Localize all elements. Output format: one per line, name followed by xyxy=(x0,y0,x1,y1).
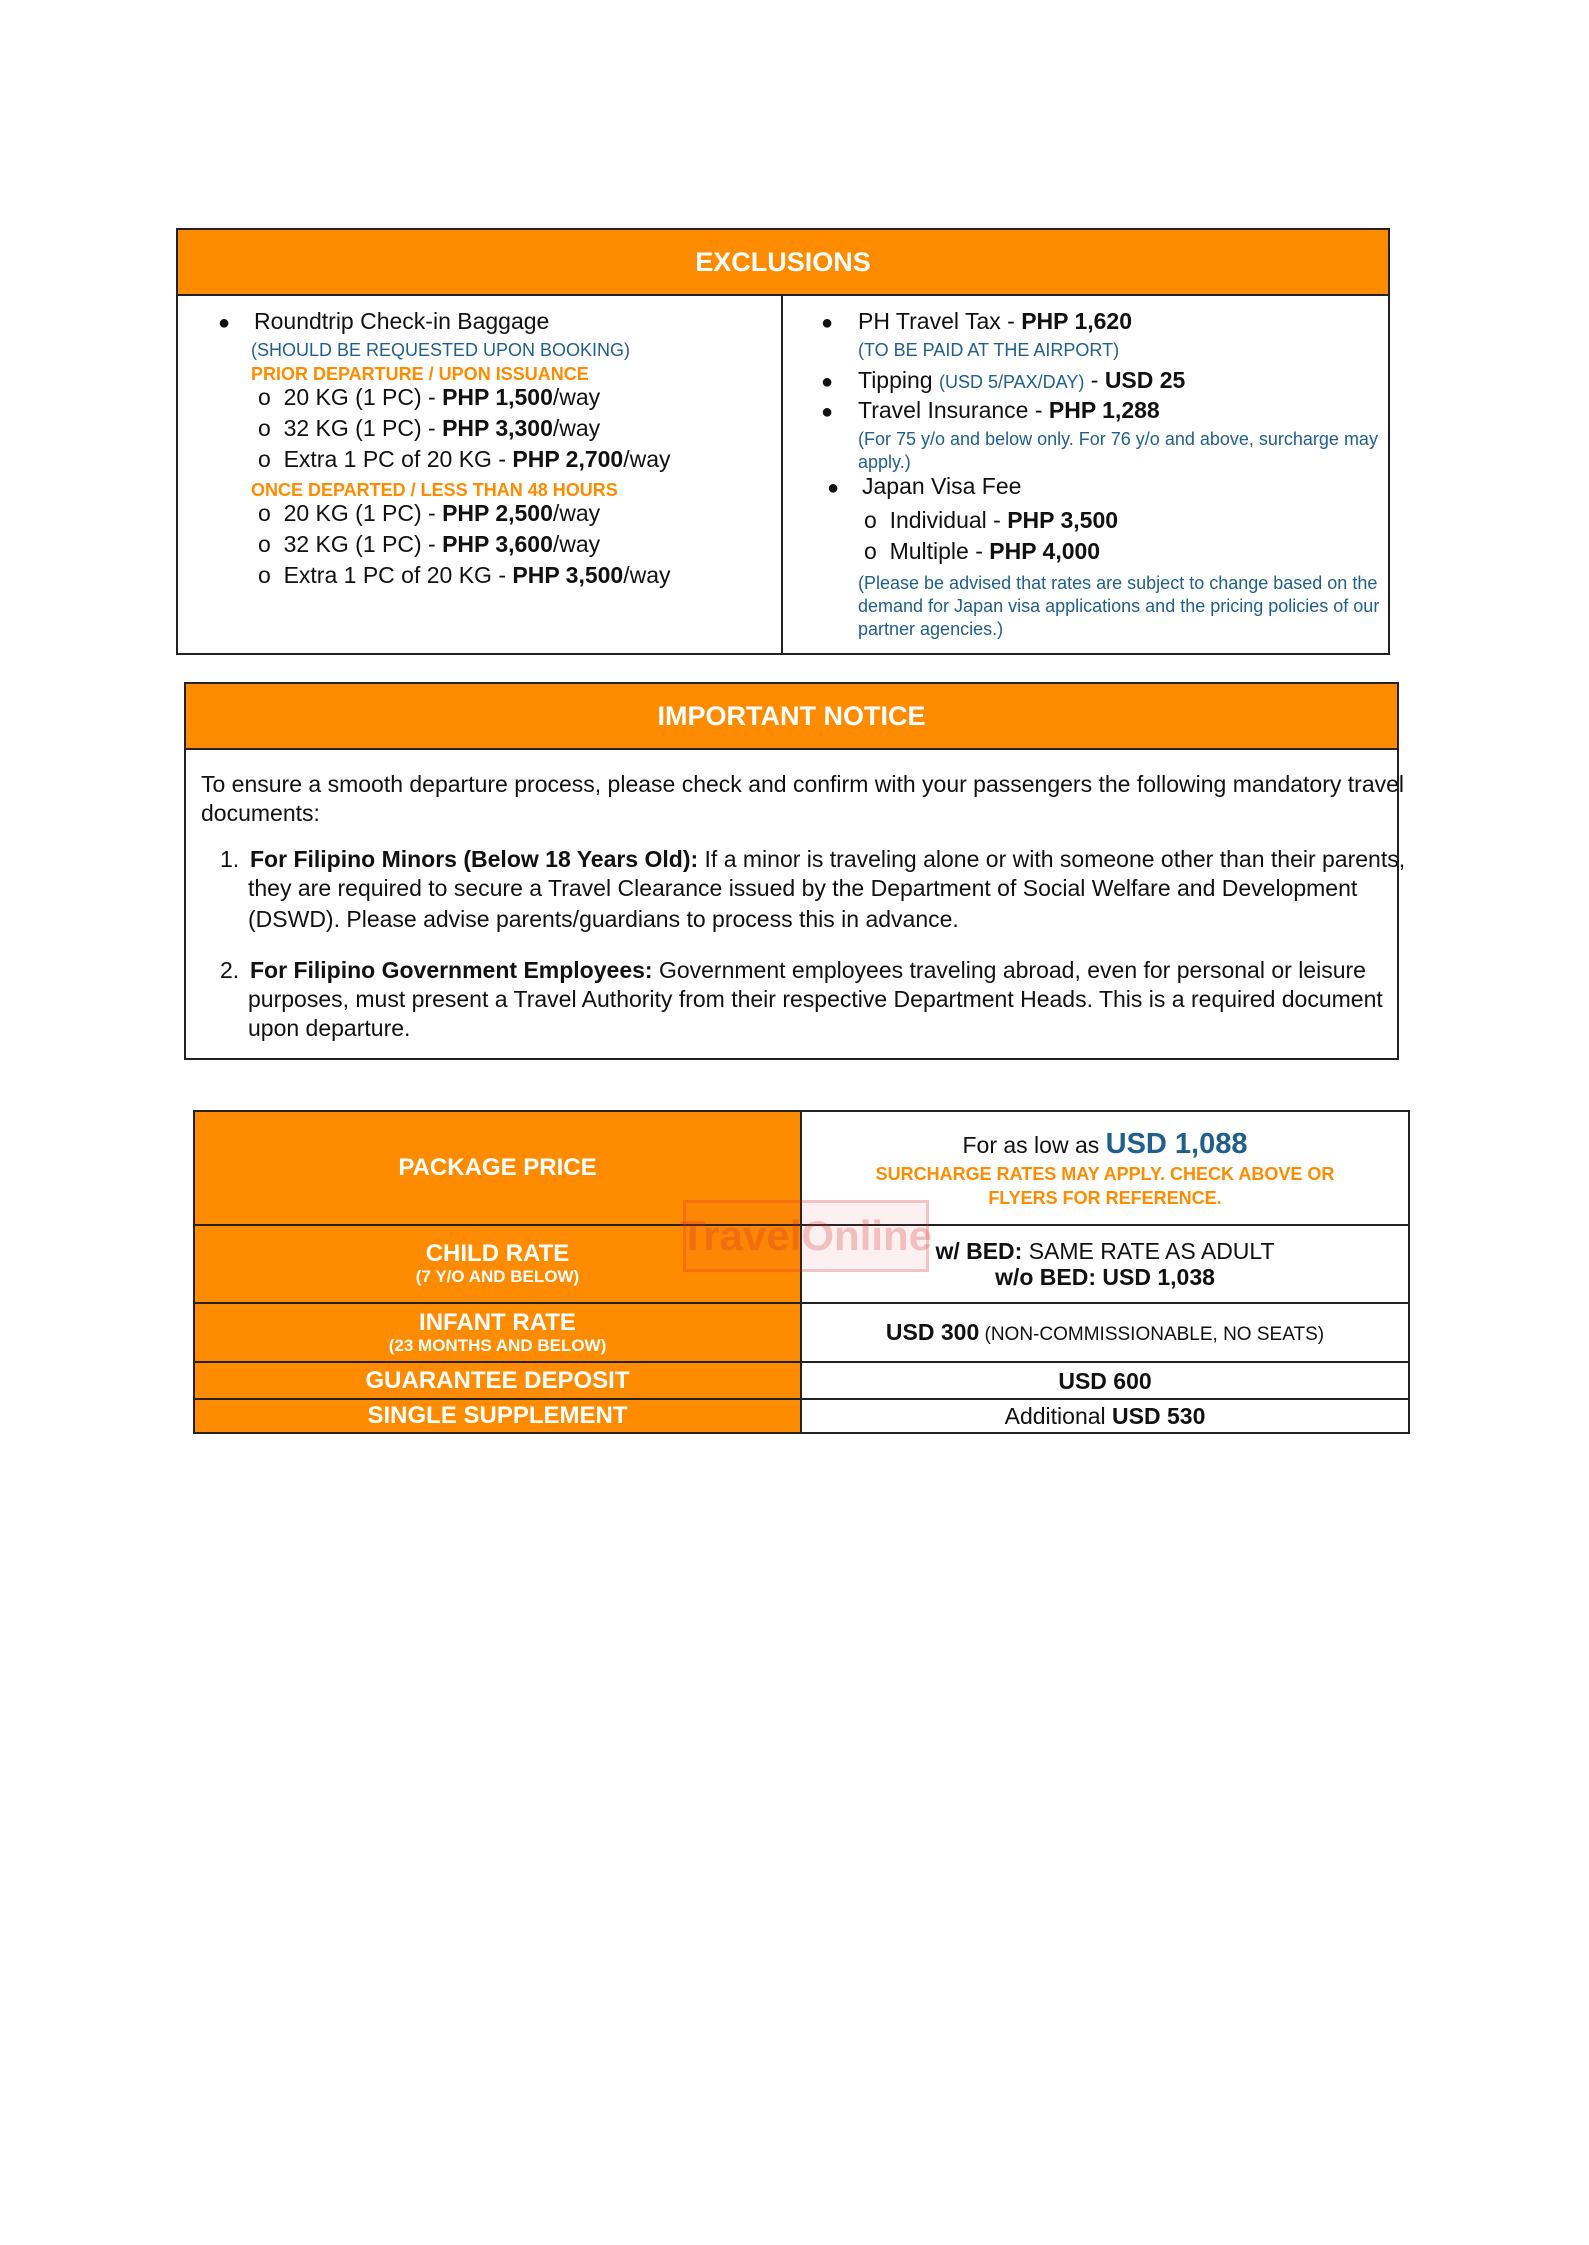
single-supplement-value-cell xyxy=(801,1399,1409,1433)
single-supplement-row xyxy=(194,1399,1409,1433)
bullet-icon: ● xyxy=(218,312,231,334)
single-supplement-label-cell xyxy=(194,1399,801,1433)
bullet-icon: ● xyxy=(821,371,834,393)
important-notice-box xyxy=(184,682,1406,1060)
notice-item-2-line-2: purposes, must present a Travel Authority from their respective Department Heads. This is a required document xyxy=(248,986,1383,1012)
surcharge-note-line-2: FLYERS FOR REFERENCE. xyxy=(988,1187,1222,1208)
guarantee-deposit-label: GUARANTEE DEPOSIT xyxy=(365,1366,630,1394)
child-with-bed: w/ BED: SAME RATE AS ADULT xyxy=(935,1238,1275,1264)
child-without-bed: w/o BED: USD 1,038 xyxy=(995,1264,1215,1290)
bullet-icon: ● xyxy=(821,401,834,423)
bullet-icon: ● xyxy=(821,312,834,334)
once-option-1: o 20 KG (1 PC) - PHP 2,500/way xyxy=(258,500,601,526)
notice-item-2-number: 2. xyxy=(220,957,240,983)
baggage-note: (SHOULD BE REQUESTED UPON BOOKING) xyxy=(251,340,631,360)
child-rate-label: CHILD RATE xyxy=(425,1240,570,1267)
notice-item-1-line-3: (DSWD). Please advise parents/guardians to process this in advance. xyxy=(248,906,959,932)
prior-heading: PRIOR DEPARTURE / UPON ISSUANCE xyxy=(251,364,589,384)
infant-rate-label: INFANT RATE xyxy=(419,1308,576,1336)
single-supplement-prefix: Additional xyxy=(1004,1403,1113,1429)
notice-item-1-line-1: For Filipino Minors (Below 18 Years Old): If a minor is traveling alone or with someone other than their parents, xyxy=(250,846,1406,872)
guarantee-deposit-label-cell xyxy=(194,1362,801,1399)
notice-item-2-line-1: For Filipino Government Employees: Government employees traveling abroad, even for personal or leisure xyxy=(250,957,1366,983)
infant-rate-sub: (23 MONTHS AND BELOW) xyxy=(388,1335,607,1355)
prior-option-3: o Extra 1 PC of 20 KG - PHP 2,700/way xyxy=(258,446,671,472)
visa-item: Japan Visa Fee xyxy=(862,473,1022,499)
visa-multiple: o Multiple - PHP 4,000 xyxy=(864,538,1101,564)
infant-rate-value-cell xyxy=(801,1303,1409,1362)
visa-note-line-2: demand for Japan visa applications and the pricing policies of our xyxy=(858,596,1380,616)
notice-intro-line-1: To ensure a smooth departure process, please check and confirm with your passengers the following mandatory travel xyxy=(201,771,1405,797)
single-supplement-value: USD 530 xyxy=(1112,1403,1206,1429)
exclusions-box xyxy=(176,228,1390,655)
notice-intro-line-2: documents: xyxy=(201,800,320,826)
infant-rate-row xyxy=(194,1303,1409,1362)
notice-title: IMPORTANT NOTICE xyxy=(186,684,1397,750)
once-heading: ONCE DEPARTED / LESS THAN 48 HOURS xyxy=(251,480,618,500)
insurance-note-line-1: (For 75 y/o and below only. For 76 y/o and above, surcharge may xyxy=(858,429,1378,449)
single-supplement-label: SINGLE SUPPLEMENT xyxy=(367,1402,628,1429)
guarantee-deposit-value-cell xyxy=(801,1362,1409,1399)
baggage-item: Roundtrip Check-in Baggage xyxy=(254,308,550,334)
once-option-2: o 32 KG (1 PC) - PHP 3,600/way xyxy=(258,531,601,557)
guarantee-deposit-value: USD 600 xyxy=(1058,1367,1152,1394)
surcharge-note-line-1: SURCHARGE RATES MAY APPLY. CHECK ABOVE OR xyxy=(875,1163,1335,1184)
exclusions-left-column xyxy=(178,296,783,653)
travelonline-watermark-logo: TravelOnline xyxy=(683,1200,929,1272)
package-price-label: PACKAGE PRICE xyxy=(398,1154,597,1181)
prior-option-2: o 32 KG (1 PC) - PHP 3,300/way xyxy=(258,415,601,441)
notice-item-2-line-3: upon departure. xyxy=(248,1015,411,1041)
once-option-3: o Extra 1 PC of 20 KG - PHP 3,500/way xyxy=(258,562,671,588)
visa-note-line-1: (Please be advised that rates are subject to change based on the xyxy=(858,573,1378,593)
visa-note-line-3: partner agencies.) xyxy=(858,619,1004,639)
infant-rate-note: (NON-COMMISSIONABLE, NO SEATS) xyxy=(979,1324,1325,1345)
package-price-value: For as low as USD 1,088 xyxy=(962,1127,1248,1160)
guarantee-deposit-row xyxy=(194,1362,1409,1399)
bullet-icon: ● xyxy=(827,477,840,499)
package-price-table xyxy=(193,1110,1410,1434)
travel-tax-item: PH Travel Tax - PHP 1,620 xyxy=(858,308,1133,334)
notice-item-1-number: 1. xyxy=(220,846,240,872)
tipping-item: Tipping (USD 5/PAX/DAY) - USD 25 xyxy=(858,367,1186,393)
exclusions-title: EXCLUSIONS xyxy=(178,230,1388,296)
infant-rate-value: USD 300 xyxy=(885,1319,980,1345)
notice-item-1-line-2: they are required to secure a Travel Clearance issued by the Department of Social Welfare and Development xyxy=(248,875,1358,901)
infant-rate-label-cell xyxy=(194,1303,801,1362)
insurance-item: Travel Insurance - PHP 1,288 xyxy=(858,397,1160,423)
exclusions-right-column xyxy=(783,296,1388,653)
travel-tax-note: (TO BE PAID AT THE AIRPORT) xyxy=(858,340,1120,360)
child-rate-sub: (7 Y/O AND BELOW) xyxy=(415,1267,580,1286)
insurance-note-line-2: apply.) xyxy=(858,452,911,472)
prior-option-1: o 20 KG (1 PC) - PHP 1,500/way xyxy=(258,384,601,410)
visa-individual: o Individual - PHP 3,500 xyxy=(864,507,1119,533)
